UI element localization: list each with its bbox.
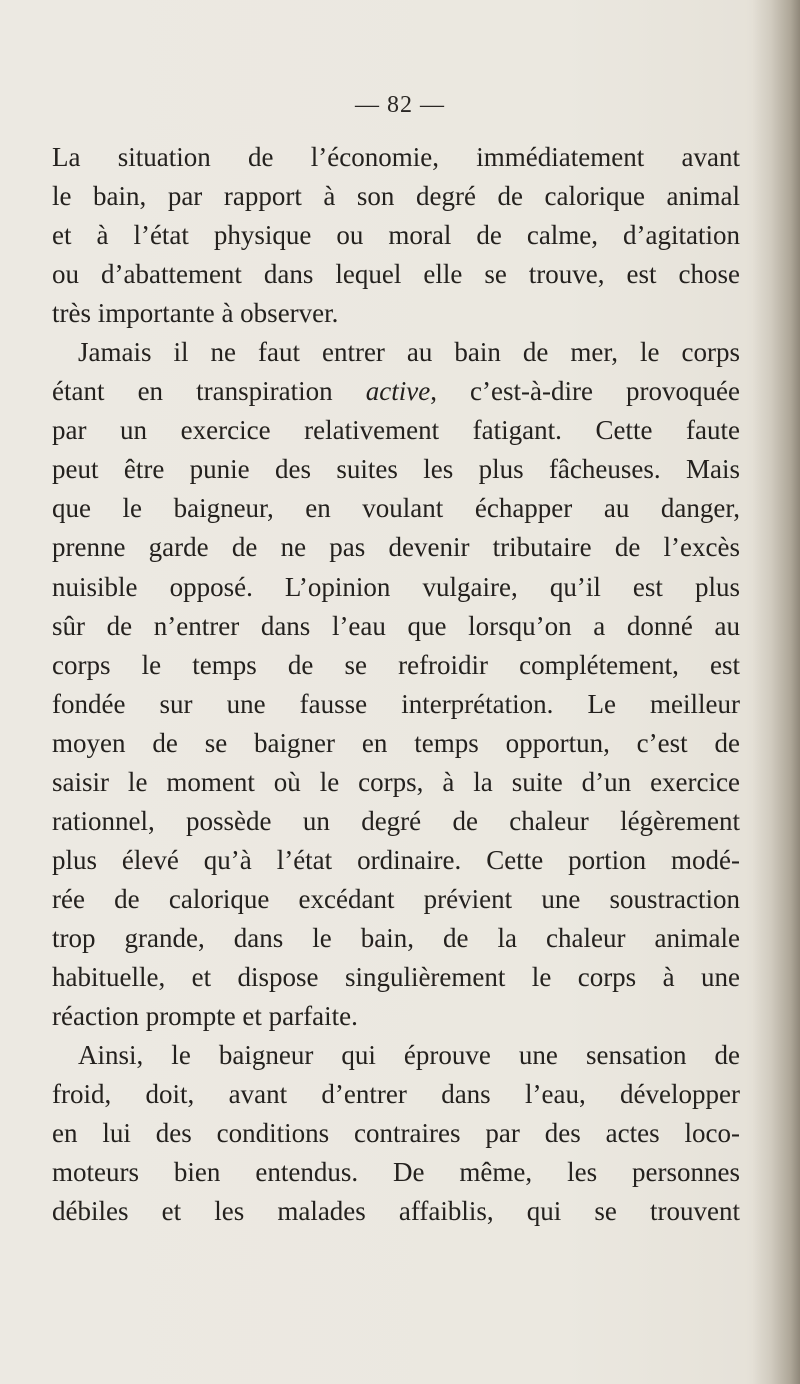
body-text bbox=[52, 138, 740, 1231]
text-line: débiles et les malades affaiblis, qui se trouvent bbox=[52, 1196, 740, 1227]
text-line: froid, doit, avant d’entrer dans l’eau, développer bbox=[52, 1079, 740, 1110]
text-line: habituelle, et dispose singulièrement le corps à une bbox=[52, 961, 740, 992]
text-line: fondée sur une fausse interprétation. Le meilleur bbox=[52, 688, 740, 719]
text-line: sûr de n’entrer dans l’eau que lorsqu’on a donné au bbox=[52, 610, 740, 641]
text-line: que le baigneur, en voulant échapper au danger, bbox=[52, 493, 740, 524]
page-number: — 82 — bbox=[355, 92, 445, 118]
text-line: moyen de se baigner en temps opportun, c’est de bbox=[52, 727, 740, 758]
text-segment: étant en transpiration bbox=[52, 376, 366, 407]
text-line: peut être punie des suites les plus fâcheuses. Mais bbox=[52, 454, 740, 485]
text-line: moteurs bien entendus. De même, les personnes bbox=[52, 1157, 740, 1188]
text-line-with-emphasis bbox=[52, 372, 740, 411]
text-line: nuisible opposé. L’opinion vulgaire, qu’il est plus bbox=[52, 571, 740, 602]
text-line: très importante à observer. bbox=[52, 298, 339, 329]
text-line: Jamais il ne faut entrer au bain de mer, le corps bbox=[78, 337, 740, 368]
text-line: corps le temps de se refroidir complétement, est bbox=[52, 649, 740, 680]
text-line: rée de calorique excédant prévient une soustraction bbox=[52, 883, 740, 914]
emphasized-word: active bbox=[365, 376, 431, 407]
text-line: le bain, par rapport à son degré de calorique animal bbox=[52, 181, 740, 212]
text-line: rationnel, possède un degré de chaleur légèrement bbox=[52, 805, 740, 836]
text-line: Ainsi, le baigneur qui éprouve une sensation de bbox=[78, 1040, 740, 1071]
text-line: plus élevé qu’à l’état ordinaire. Cette portion modé- bbox=[52, 844, 740, 875]
text-line: et à l’état physique ou moral de calme, d’agitation bbox=[52, 220, 740, 251]
text-line: ou d’abattement dans lequel elle se trouve, est chose bbox=[52, 259, 740, 290]
text-line: par un exercice relativement fatigant. Cette faute bbox=[52, 415, 740, 446]
text-line: prenne garde de ne pas devenir tributaire de l’excès bbox=[52, 532, 740, 563]
text-line: réaction prompte et parfaite. bbox=[52, 1001, 358, 1032]
page-edge-shadow bbox=[752, 0, 800, 1384]
text-line: trop grande, dans le bain, de la chaleur animale bbox=[52, 922, 740, 953]
text-line: saisir le moment où le corps, à la suite d’un exercice bbox=[52, 766, 740, 797]
text-line: en lui des conditions contraires par des actes loco- bbox=[52, 1118, 740, 1149]
text-segment: , c’est-à-dire provoquée bbox=[430, 376, 741, 407]
text-line: La situation de l’économie, immédiatement avant bbox=[52, 142, 740, 172]
